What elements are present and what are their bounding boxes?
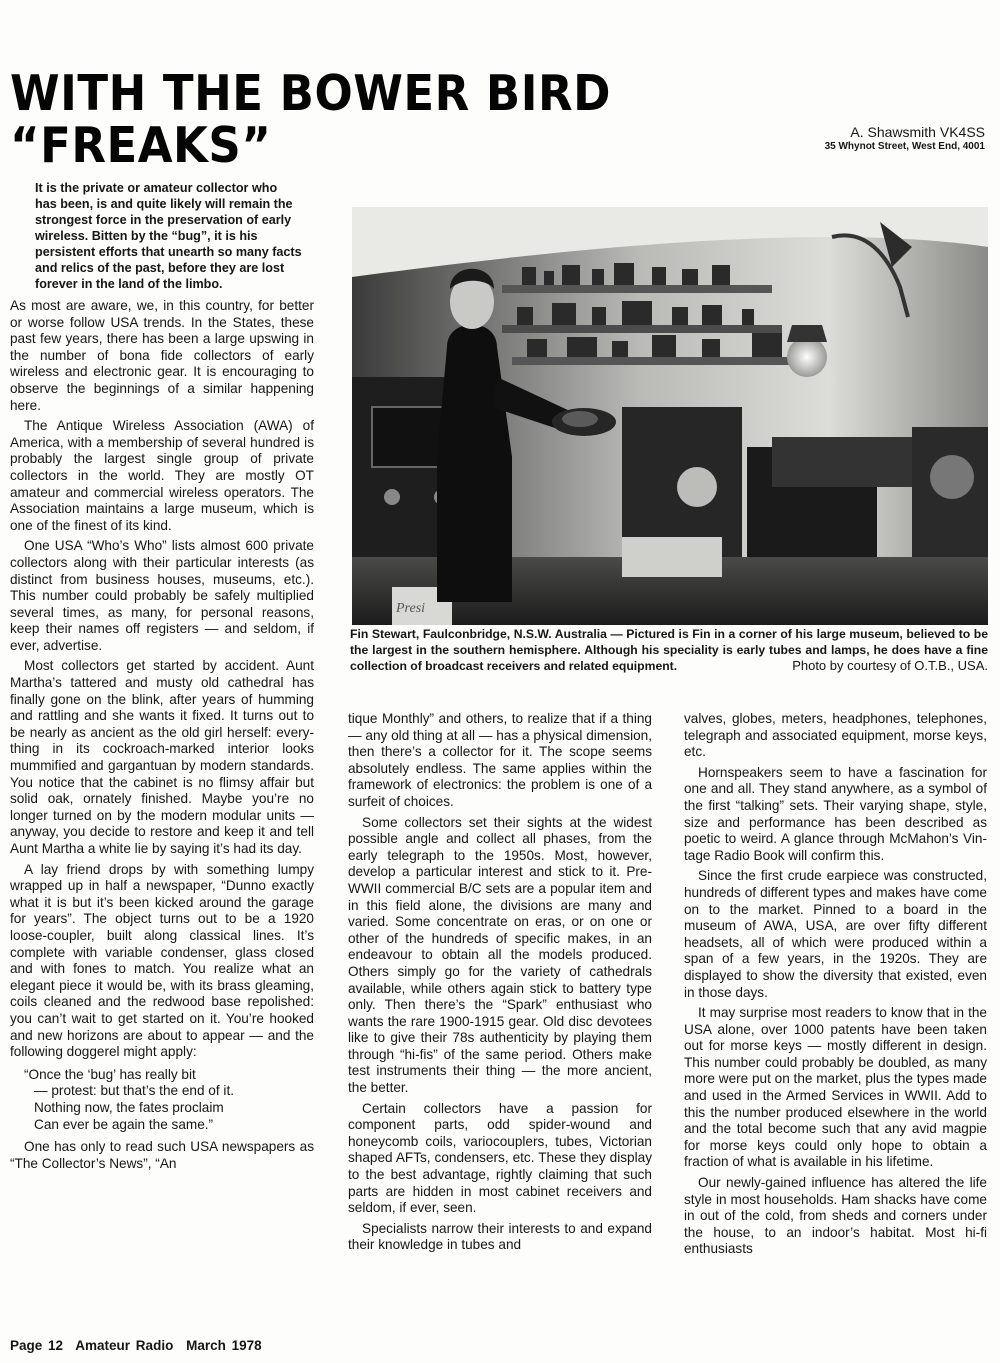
author-block (825, 124, 985, 154)
column-3 (684, 711, 987, 1258)
intro-paragraph: It is the private or amateur collector who has been, is and quite likely will remain the strongest force in the preservation of early wireless. Bitten by the “bug”, it is his persistent efforts that unearth so many facts and relics of the past, before they are lost forever in the land of the limbo. (35, 181, 302, 291)
bulb (787, 337, 827, 377)
page-number: Page 12 (10, 1338, 64, 1353)
author-name: A. Shawsmith VK4SS (850, 124, 985, 140)
paragraph: The Antique Wireless Association (AWA) of America, with a membership of several hundred is probably the largest single group of private collectors in the world. They are mostly OT amateur and commercial wireless operators. The Association maintains a large museum, which is one of the finest of its kind. (10, 418, 314, 533)
crate (622, 537, 722, 577)
shelf (502, 325, 782, 333)
article-title (10, 64, 630, 174)
photo-caption (350, 626, 988, 674)
title-line-1: WITH THE BOWER BIRD (10, 64, 611, 122)
poem-line: Can ever be again the same.” (34, 1116, 214, 1132)
page-footer (10, 1338, 269, 1353)
cathedral-radio (912, 427, 988, 577)
paragraph: Certain collectors have a passion for component parts, odd spider-wound and honeycomb coils, variocouplers, tubes, Victorian shaped AFTs, condensers, etc. These they display to the best advantage, rightly claiming that such parts are hidden in most cabinet receivers and seldom, if ever, seen. (348, 1100, 652, 1216)
radio-set (772, 437, 922, 487)
paragraph: Specialists narrow their interests to and expand their knowledge in tubes and (348, 1220, 652, 1253)
bulb-cap (787, 325, 827, 342)
paragraph: One USA “Who’s Who” lists almost 600 private collectors along with their particular interests (as distinct from business houses, museums, etc.). This number could probably be safely multiplied several times, as many, for personal reasons, keep their names off registers — and seldom, if ever, advertise. (10, 538, 314, 653)
paragraph: valves, globes, meters, headphones, telephones, telegraph and associated equipment, morse keys, etc. (684, 711, 987, 760)
paragraph: tique Monthly” and others, to realize that if a thing — any old thing at all — has a physical dimension, then there’s a collector for it. The scope seems absolutely endless. The same applies within the framework of electronics: the problem is one of a surfeit of choices. (348, 711, 652, 809)
sign-text: Presi (396, 601, 426, 616)
column-2 (348, 711, 652, 1254)
title-line-2: “FREAKS” (10, 116, 272, 174)
magazine-name: Amateur Radio (75, 1338, 174, 1353)
paragraph: Our newly-gained influence has altered the life style in most households. Ham shacks have come in out of the cold, from sheds and corners under the house, to an indoor’s habitat. Most hi-fi enthusiasts (684, 1175, 987, 1257)
museum-photo (352, 207, 988, 625)
photo-illustration (352, 207, 988, 625)
paragraph: One has only to read such USA newspapers as “The Collector’s News”, “An (10, 1139, 314, 1171)
paragraph: Since the first crude earpiece was constructed, hundreds of different types and makes have come on to the market. Pinned to a board in the museum of AWA, USA, are over fifty different headsets, all of which were produced within a span of a few years, in the 1920s. They are displayed to show the diversity that existed, even in those days. (684, 868, 987, 1000)
issue-date: March 1978 (186, 1338, 262, 1353)
paragraph: It may surprise most readers to know that in the USA alone, over 1000 patents have been taken out for morse keys — mostly different in design. This number could probably be doubled, as many more were put on the market, plus the types made and used in the Armed Services in WWII. Add to this the number produced elsewhere in the world and the total become such that any avid magpie for morse keys could only hope to obtain a fraction of what is available in his lifetime. (684, 1005, 987, 1170)
caption-text: Fin Stewart, Faulconbridge, N.S.W. Australia — Pictured is Fin in a corner of his large museum, believed to be the largest in the southern hemisphere. Although his speciality is early tubes and lamps, he does have a fine collection of broadcast receivers and related equipment. (350, 627, 988, 673)
poem-line: “Once the ‘bug’ has really bit (24, 1066, 196, 1082)
poem-line: Nothing now, the fates proclaim (34, 1099, 224, 1115)
paragraph: As most are aware, we, in this country, for better or worse follow USA trends. In the States, these past few years, there has been a large upswing in the number of bona fide collectors of early wireless and electronic gear. It is encouraging to observe the beginnings of a similar happening here. (10, 298, 314, 413)
column-1 (10, 180, 314, 1172)
paragraph: Hornspeakers seem to have a fascination for one and all. They stand anywhere, as a symbol of the first “talking” sets. Their varying shape, style, size and performance has been described as poetic to weird. A glance through McMahon’s Vintage Radio Book will confirm this. (684, 764, 987, 863)
author-address: 35 Whynot Street, West End, 4001 (824, 141, 985, 152)
shelf (512, 357, 812, 365)
poem-line: — protest: but that’s the end of it. (34, 1083, 234, 1099)
shelf (502, 285, 772, 293)
paragraph: A lay friend drops by with something lumpy wrapped up in half a newspaper, “Dunno exactly what it is but it’s been kicked around the garage for years”. The object turns out to be a 1920 loose-coupler, built along classical lines. It’s complete with variable condenser, glass closed and with fones to match. You realize what an elegant piece it would be, with its brass gleaming, coils cleaned and the redwood base repolished: you can’t wait to get started on it. You’re hooked and new horizons are about to appear — and the following doggerel might apply: (10, 861, 314, 1060)
photo-credit: Photo by courtesy of O.T.B., USA. (792, 658, 988, 673)
poem (10, 1067, 314, 1133)
paragraph: Most collectors get started by accident. Aunt Martha’s tattered and musty old cathedral has finally gone on the blink, after years of humming and rattling and she wants it fixed. It turns out to be nearly as ancient as the old girl herself: everything in its cockroach-marked interior looks mummified and gargantuan by modern standards. You notice that the cabinet is no flimsy affair but solid oak, ornately finished. Maybe you’re no longer turned on by the modern modular units — anyway, you decide to restore and keep it and tell Aunt Martha a white lie by saying it’s had its day. (10, 658, 314, 856)
paragraph: Some collectors set their sights at the widest possible angle and collect all phases, from the early telegraph to the 1950s. Most, however, develop a particular interest and stick to it. Pre-WWII commercial B/C sets are a popular item and in this field alone, the divisions are many and varied. Some concentrate on eras, or on one or other of the hundreds of specific makes, in an endeavour to obtain all the models produced. Others simply go for the variety of cathedrals available, while others again stick to battery type only. Then there’s the “Spark” enthusiast who wants the rare 1900-1915 gear. Old disc devotees like to give their 78s authenticity by playing them through “hi-fis” of the same period. Others make test instruments their thing — the more ancient, the better. (348, 814, 652, 1096)
